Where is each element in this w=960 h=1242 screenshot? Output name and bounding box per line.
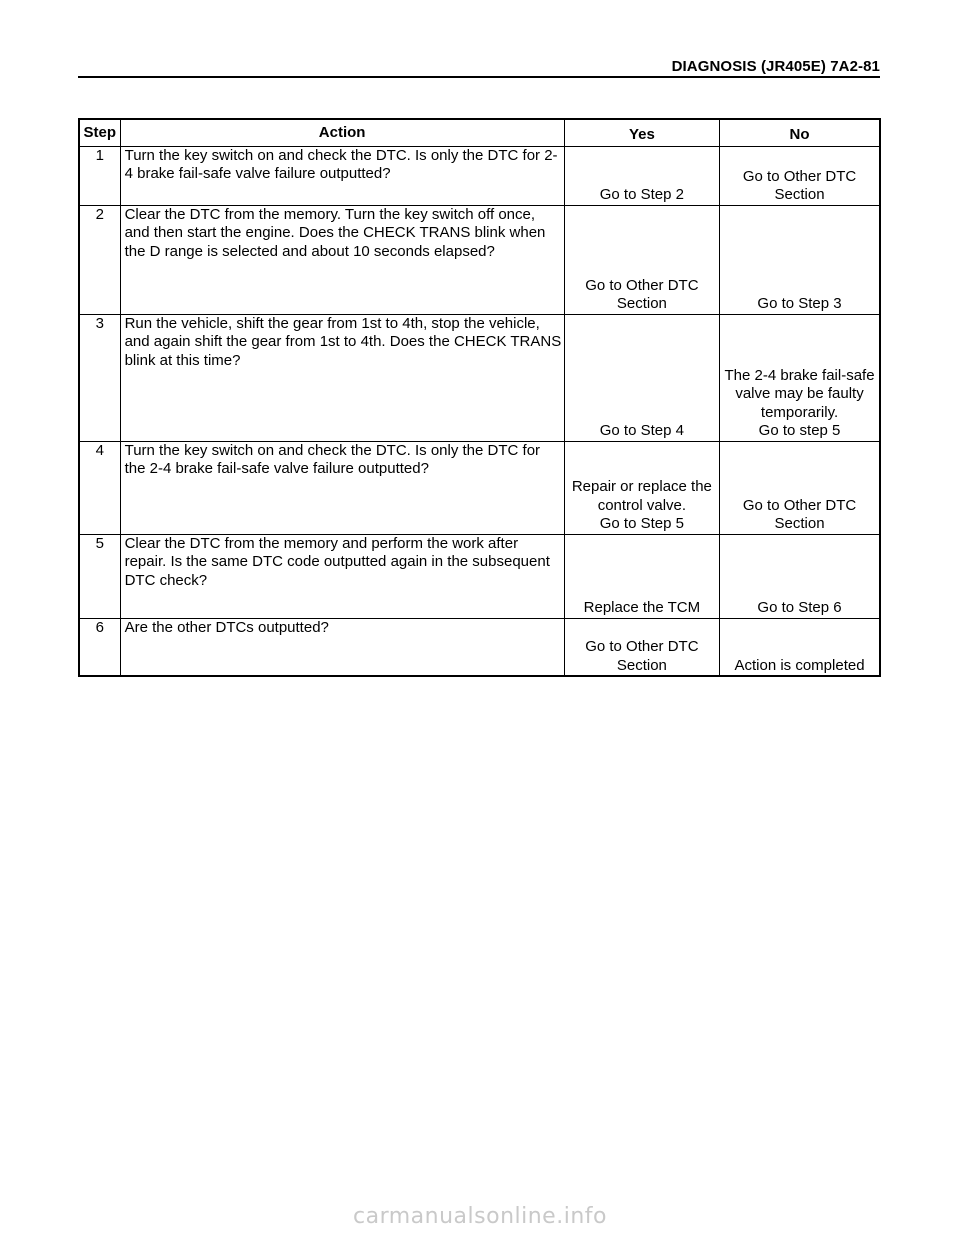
table-row	[79, 205, 880, 314]
site-watermark: carmanualsonline.info	[353, 1204, 607, 1229]
page-header	[78, 56, 880, 78]
yes-result: Replace the TCM	[583, 599, 701, 616]
step-number: 3	[79, 314, 120, 441]
yes-result: Go to Other DTC Section	[585, 638, 699, 674]
yes-result: Go to Step 2	[599, 186, 684, 203]
action-text: Turn the key switch on and check the DTC. Is only the DTC for the 2-4 brake fail-safe valve failure outputted?	[120, 441, 564, 534]
step-number: 4	[79, 441, 120, 534]
no-result: Go to Other DTC Section	[742, 496, 857, 532]
column-header-yes: Yes	[564, 119, 719, 146]
action-text: Clear the DTC from the memory. Turn the key switch off once, and then start the engine. Does the CHECK TRANS blink when the D range is selected and about 10 seconds elapsed?	[120, 205, 564, 314]
table-row	[79, 146, 880, 205]
step-number: 1	[79, 146, 120, 205]
no-result: Go to Step 3	[757, 295, 842, 312]
step-number: 6	[79, 618, 120, 676]
table-row	[79, 534, 880, 618]
no-result: Go to Other DTC Section	[742, 167, 857, 203]
yes-result: Go to Step 4	[599, 422, 684, 439]
action-text: Run the vehicle, shift the gear from 1st to 4th, stop the vehicle, and again shift the gear from 1st to 4th. Does the CHECK TRANS blink at this time?	[120, 314, 564, 441]
diagnosis-table	[78, 118, 881, 677]
no-result: Action is completed	[734, 656, 865, 674]
action-text: Clear the DTC from the memory and perform the work after repair. Is the same DTC code outputted again in the subsequent DTC check?	[120, 534, 564, 618]
action-text: Are the other DTCs outputted?	[120, 618, 564, 676]
step-number: 5	[79, 534, 120, 618]
table-row	[79, 618, 880, 676]
column-header-no: No	[720, 119, 880, 146]
step-number: 2	[79, 205, 120, 314]
action-text: Turn the key switch on and check the DTC. Is only the DTC for 2-4 brake fail-safe valve failure outputted?	[120, 146, 564, 205]
table-row	[79, 441, 880, 534]
column-header-action: Action	[120, 119, 564, 146]
yes-result: Go to Other DTC Section	[585, 276, 699, 312]
table-row	[79, 314, 880, 441]
no-result: Go to Step 6	[757, 599, 842, 616]
yes-result: Repair or replace the control valve. Go to Step 5	[571, 478, 712, 532]
column-header-step: Step	[79, 119, 120, 146]
page-title: DIAGNOSIS (JR405E) 7A2-81	[671, 58, 880, 75]
no-result: The 2-4 brake fail-safe valve may be faulty temporarily. Go to step 5	[724, 366, 875, 439]
table-header-row	[79, 119, 880, 146]
